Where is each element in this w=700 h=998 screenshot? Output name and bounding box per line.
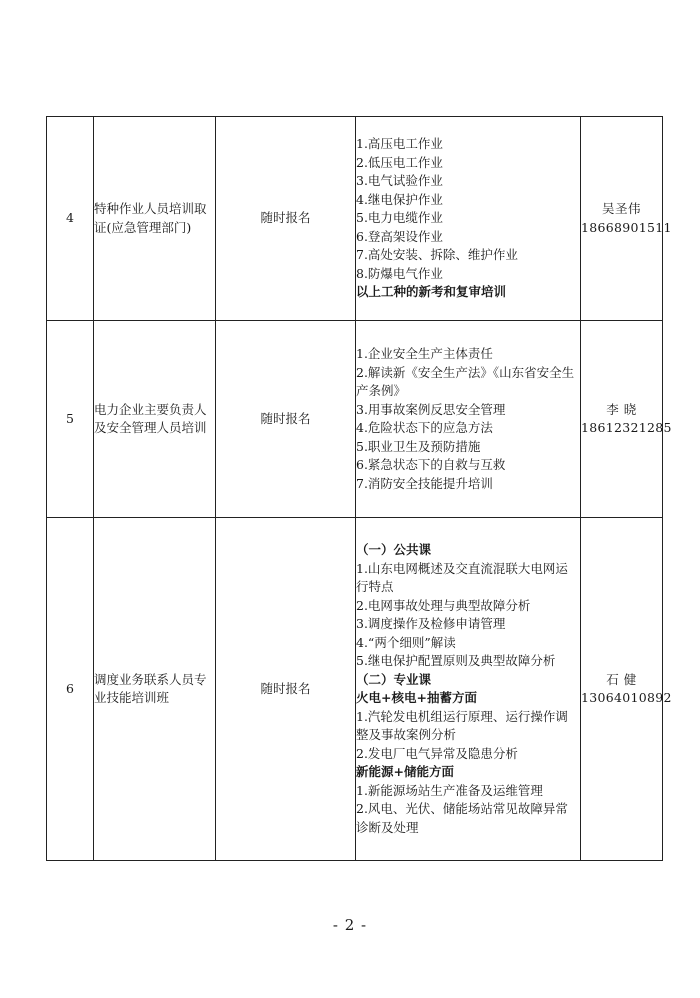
training-content: [356, 518, 581, 861]
content-heading: （二）专业课: [356, 671, 432, 687]
content-item: 2.发电厂电气异常及隐患分析: [356, 745, 518, 761]
content-subheading: 火电+核电+抽蓄方面: [356, 690, 477, 705]
content-item: 8.防爆电气作业: [356, 265, 443, 281]
content-item: 5.继电保护配置原则及典型故障分析: [356, 653, 556, 668]
content-item: 4.继电保护作业: [356, 191, 443, 207]
contact-phone: 18612321285: [581, 420, 672, 435]
registration-time: 随时报名: [216, 321, 356, 518]
contact-cell: [581, 321, 672, 518]
content-item: 5.电力电缆作业: [356, 210, 443, 226]
content-item: 1.企业安全生产主体责任: [356, 346, 493, 361]
contact-name: 石 健: [606, 671, 637, 687]
contact-phone: 18668901511: [581, 219, 672, 235]
row-number: 4: [47, 117, 94, 321]
content-heading: （一）公共课: [356, 542, 432, 557]
contact-phone: 13064010892: [581, 690, 672, 705]
content-item: 7.高处安装、拆除、维护作业: [356, 247, 518, 263]
contact-name: 吴圣伟: [601, 201, 641, 216]
row-number: 6: [47, 518, 94, 861]
contact-cell: [581, 117, 672, 321]
row-number: 5: [47, 321, 94, 518]
content-item: 2.电网事故处理与典型故障分析: [356, 597, 531, 613]
content-item: 2.风电、光伏、储能场站常见故障异常诊断及处理: [356, 801, 568, 835]
content-item: 7.消防安全技能提升培训: [356, 475, 493, 491]
content-item: 6.登高架设作业: [356, 228, 443, 244]
page-number: - 2 -: [332, 916, 368, 934]
training-name: 调度业务联系人员专业技能培训班: [94, 518, 216, 861]
content-item: 1.高压电工作业: [356, 136, 443, 152]
registration-time: 随时报名: [216, 117, 356, 321]
content-item: 1.新能源场站生产准备及运维管理: [356, 782, 543, 798]
content-item: 5.职业卫生及预防措施: [356, 438, 481, 454]
content-item: 1.汽轮发电机组运行原理、运行操作调整及事故案例分析: [356, 708, 568, 742]
table-row: [47, 117, 663, 321]
training-content: [356, 321, 581, 518]
training-name: 电力企业主要负责人及安全管理人员培训: [94, 321, 216, 518]
training-table: [46, 116, 672, 861]
contact-cell: [581, 518, 672, 861]
content-item: 1.山东电网概述及交直流混联大电网运行特点: [356, 560, 568, 594]
content-item: 3.电气试验作业: [356, 173, 443, 189]
content-item: 6.紧急状态下的自救与互救: [356, 457, 506, 472]
content-subheading: 新能源+储能方面: [356, 764, 454, 779]
contact-name: 李 晓: [606, 401, 637, 417]
training-content: [356, 117, 581, 321]
content-item: 3.调度操作及检修申请管理: [356, 616, 506, 631]
content-item: 4.危险状态下的应急方法: [356, 420, 493, 435]
registration-time: 随时报名: [216, 518, 356, 861]
content-item: 2.解读新《安全生产法》《山东省安全生产条例》: [356, 364, 575, 398]
content-item: 4.“两个细则”解读: [356, 634, 456, 650]
content-summary: 以上工种的新考和复审培训: [356, 284, 507, 300]
content-item: 3.用事故案例反思安全管理: [356, 401, 506, 417]
content-item: 2.低压电工作业: [356, 154, 443, 170]
table-row: [47, 321, 663, 518]
table-row: [47, 518, 663, 861]
training-name: 特种作业人员培训取证(应急管理部门): [94, 117, 216, 321]
